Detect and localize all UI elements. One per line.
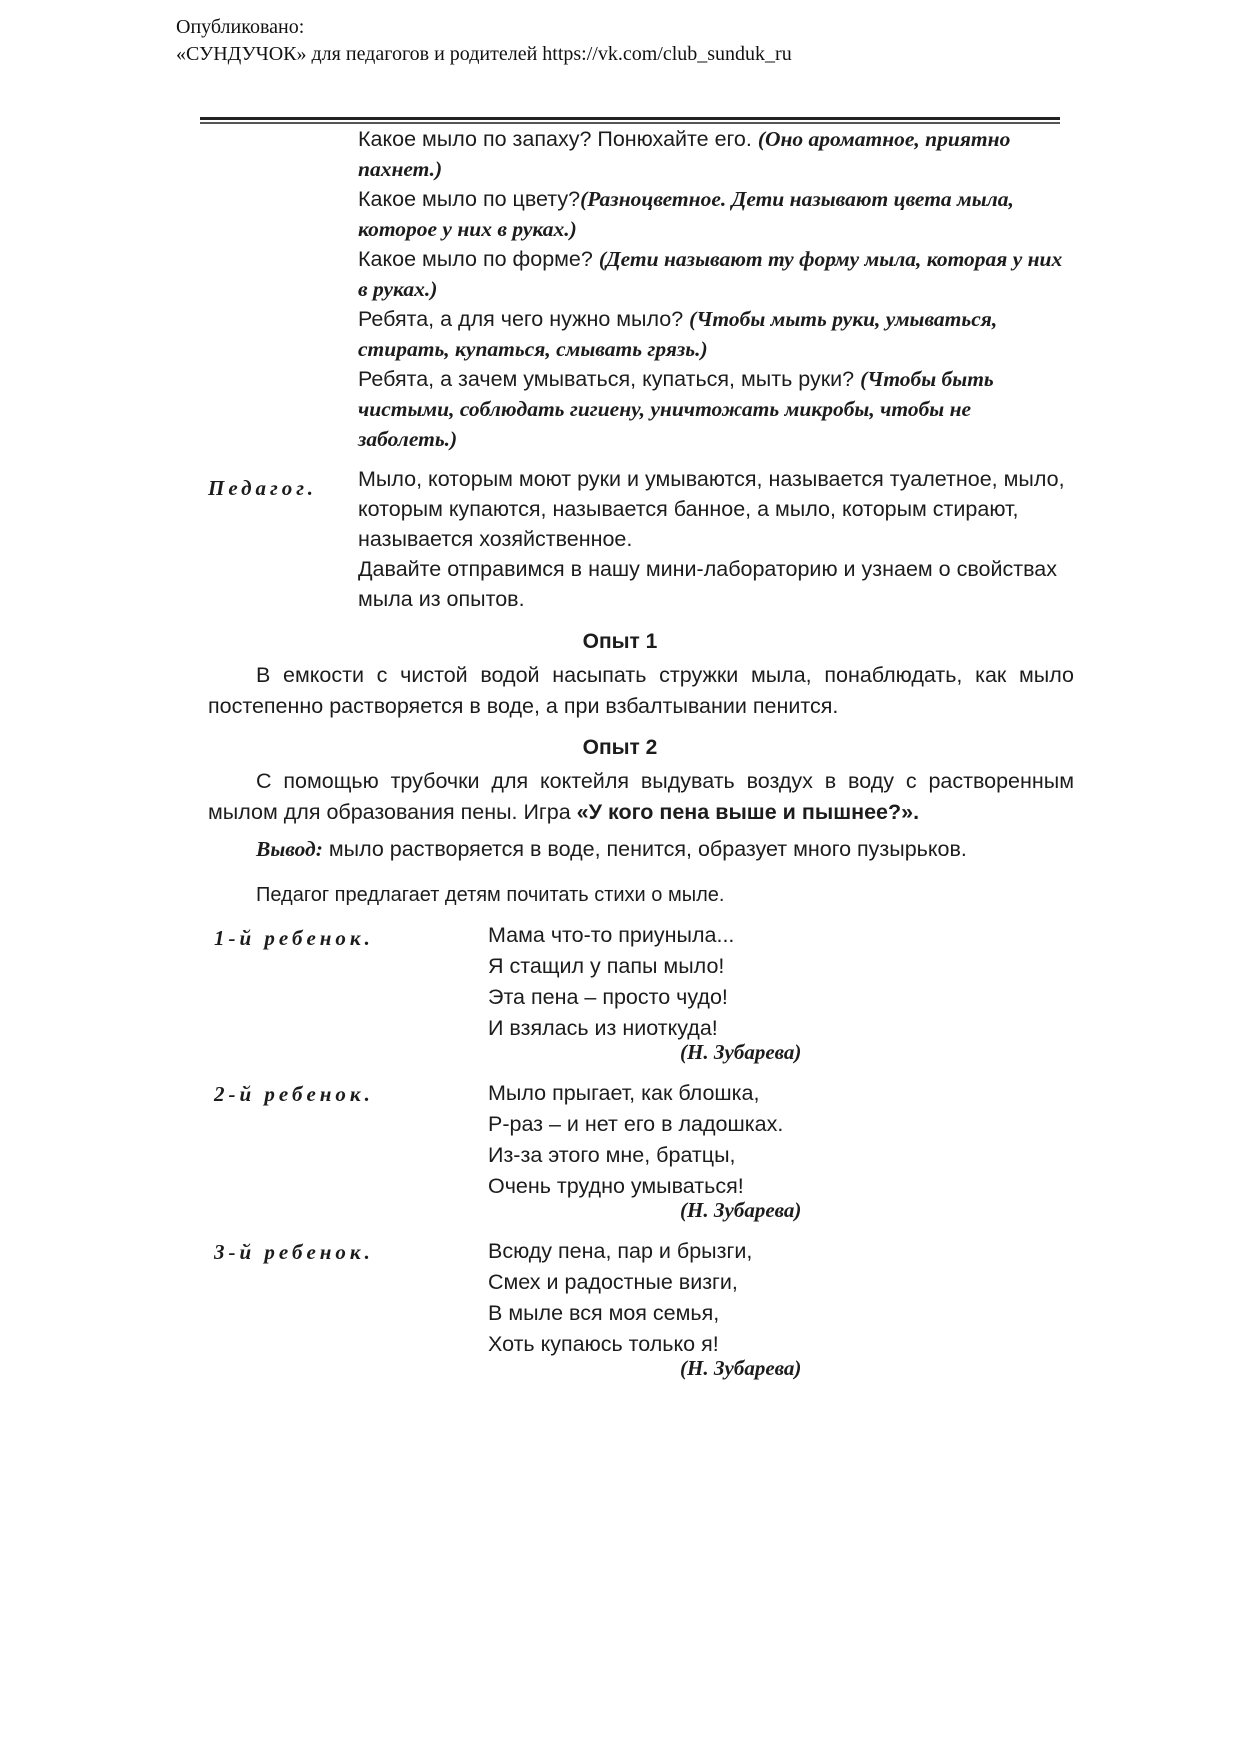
question-4: Ребята, а для чего нужно мыло? (Чтобы мыть руки, умываться, стирать, купаться, смывать грязь.) xyxy=(358,307,998,361)
teacher-speaker: Педагог. xyxy=(208,476,318,500)
poem-line: Эта пена – просто чудо! xyxy=(488,985,728,1009)
poem-line: Из-за этого мне, братцы, xyxy=(488,1143,736,1167)
poem-3-author: (Н. Зубарева) xyxy=(680,1356,802,1380)
poem-1 xyxy=(488,920,734,1044)
poem-1-author: (Н. Зубарева) xyxy=(680,1040,802,1064)
experiment-2-text: С помощью трубочки для коктейля выдувать воздух в воду с растворенным мылом для образования пены. Игра «У кого пена выше и пышнее?». xyxy=(208,769,1074,824)
child-3-speaker: 3-й ребенок. xyxy=(214,1240,374,1264)
poem-2 xyxy=(488,1078,783,1202)
teacher-speech xyxy=(358,464,1068,614)
published-source: «СУНДУЧОК» для педагогов и родителей https://vk.com/club_sunduk_ru xyxy=(176,43,792,65)
poems-intro: Педагог предлагает детям почитать стихи о мыле. xyxy=(256,884,725,906)
question-list xyxy=(358,124,1068,454)
child-1-speaker: 1-й ребенок. xyxy=(214,926,374,950)
experiment-2-title: Опыт 2 xyxy=(582,736,658,759)
conclusion: Вывод: мыло растворяется в воде, пенится, образует много пузырьков. xyxy=(256,837,967,861)
poem-line: Очень трудно умываться! xyxy=(488,1174,744,1198)
poem-line: Смех и радостные визги, xyxy=(488,1270,738,1294)
teacher-line-2: Давайте отправимся в нашу мини-лабораторию и узнаем о свойствах мыла из опытов. xyxy=(358,557,1057,611)
teacher-line-1: Мыло, которым моют руки и умываются, называется туалетное, мыло, которым купаются, называется банное, а мыло, которым стирают, называется хозяйственное. xyxy=(358,467,1065,551)
game-title: «У кого пена выше и пышнее?». xyxy=(576,800,920,824)
child-2-speaker: 2-й ребенок. xyxy=(214,1082,374,1106)
poem-line: Всюду пена, пар и брызги, xyxy=(488,1239,753,1263)
conclusion-label: Вывод: xyxy=(256,837,323,861)
poem-line: Я стащил у папы мыло! xyxy=(488,954,725,978)
question-2: Какое мыло по цвету?(Разноцветное. Дети называют цвета мыла, которое у них в руках.) xyxy=(358,187,1014,241)
poem-line: Р-раз – и нет его в ладошках. xyxy=(488,1112,784,1136)
question-3: Какое мыло по форме? (Дети называют ту форму мыла, которая у них в руках.) xyxy=(358,247,1063,301)
poem-line: Хоть купаюсь только я! xyxy=(488,1332,719,1356)
question-1: Какое мыло по запаху? Понюхайте его. (Оно ароматное, приятно пахнет.) xyxy=(358,127,1011,181)
poem-line: И взялась из ниоткуда! xyxy=(488,1016,718,1040)
poem-line: Мыло прыгает, как блошка, xyxy=(488,1081,760,1105)
experiment-1-title: Опыт 1 xyxy=(582,630,658,653)
published-label: Опубликовано: xyxy=(176,16,305,38)
poem-3 xyxy=(488,1236,752,1360)
poem-2-author: (Н. Зубарева) xyxy=(680,1198,802,1222)
experiment-1-text: В емкости с чистой водой насыпать стружки мыла, понаблюдать, как мыло постепенно растворяется в воде, а при взбалтывании пенится. xyxy=(208,663,1074,718)
question-5: Ребята, а зачем умываться, купаться, мыть руки? (Чтобы быть чистыми, соблюдать гигиену, уничтожать микробы, чтобы не заболеть.) xyxy=(358,367,994,451)
poem-line: Мама что-то приуныла... xyxy=(488,923,735,947)
poem-line: В мыле вся моя семья, xyxy=(488,1301,720,1325)
